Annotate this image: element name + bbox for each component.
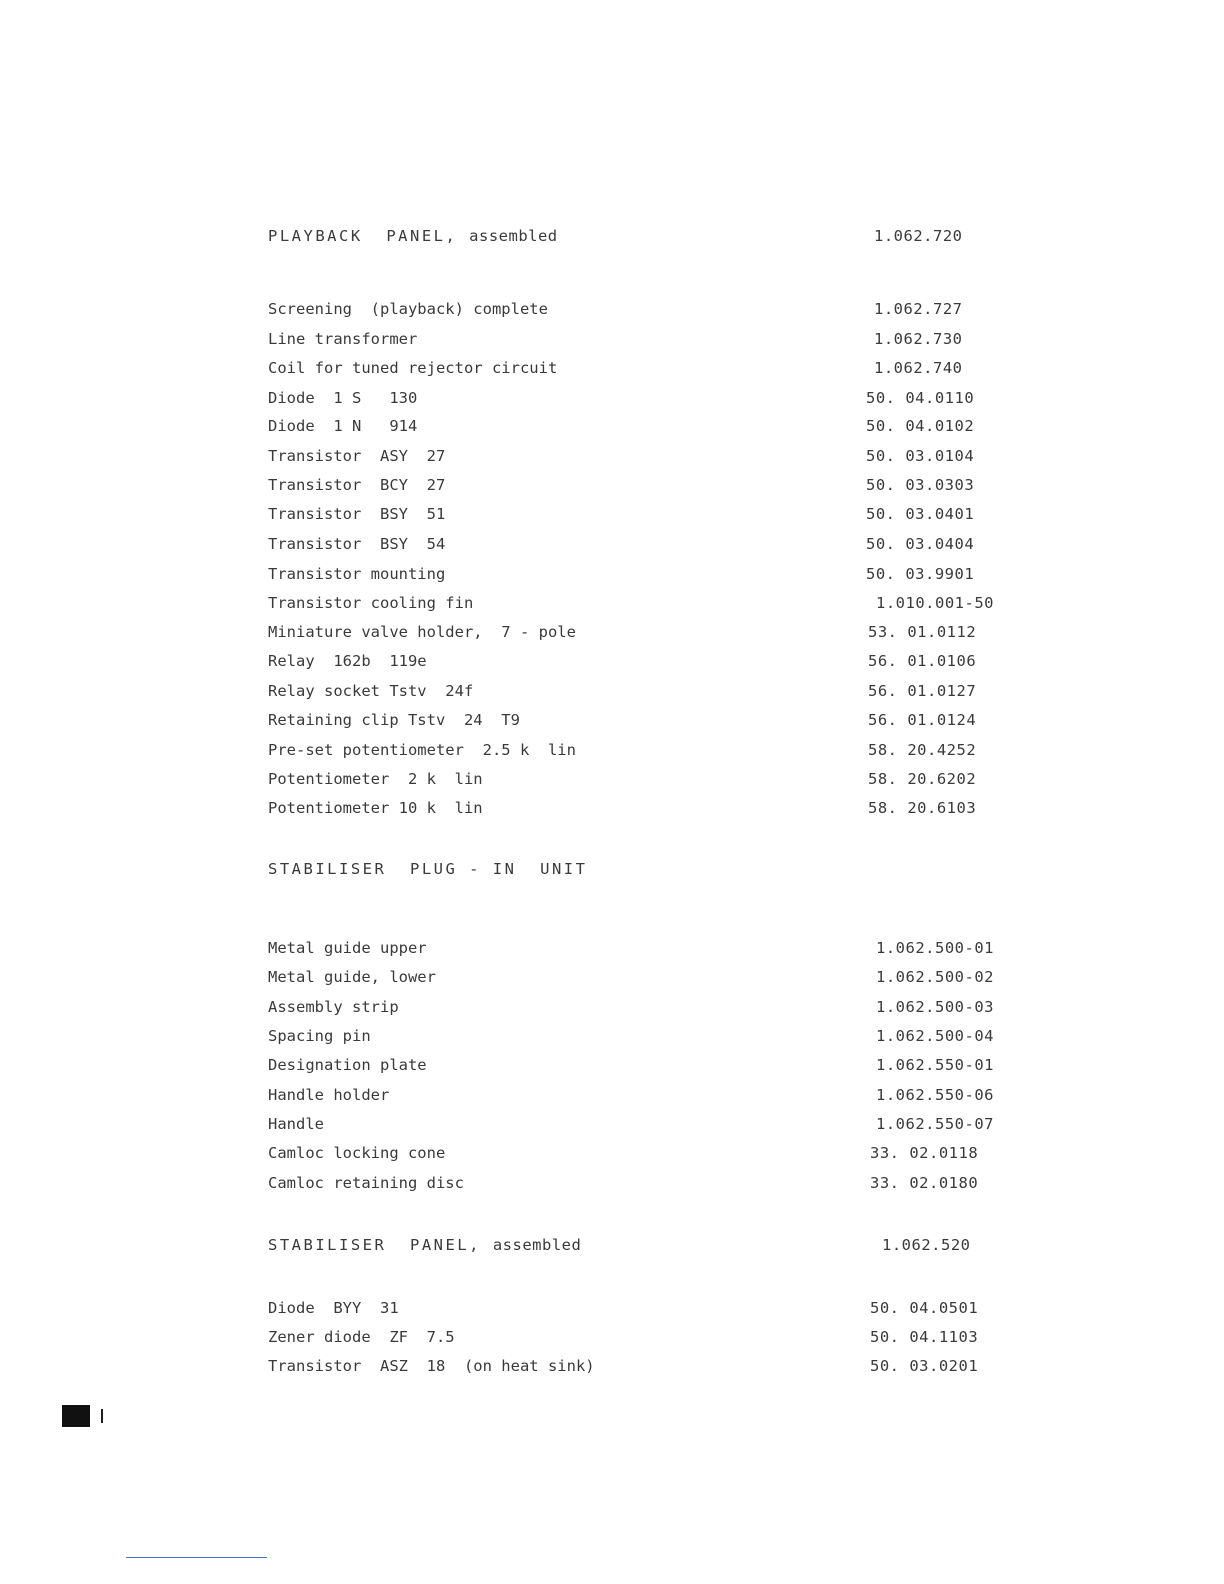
part-row: [268, 1111, 1008, 1137]
part-row: [268, 1082, 1008, 1108]
part-number: 1.062.730: [874, 330, 963, 348]
part-number: 50. 04.0102: [866, 417, 975, 435]
part-name: Diode 1 N 914: [268, 417, 418, 435]
part-name: Camloc locking cone: [268, 1144, 446, 1162]
part-number: 50. 04.1103: [870, 1328, 979, 1346]
part-number: 1.062.500-01: [876, 939, 994, 957]
part-number: 53. 01.0112: [868, 623, 977, 641]
part-name: Diode 1 S 130: [268, 389, 418, 407]
part-name: Handle: [268, 1115, 324, 1133]
part-number: 50. 03.0104: [866, 447, 975, 465]
part-row: [268, 766, 1008, 792]
part-name: Transistor BSY 51: [268, 505, 446, 523]
page-edge-bar: [101, 1409, 103, 1423]
part-row: [268, 1170, 1008, 1196]
part-row: [268, 795, 1008, 821]
part-number: 50. 04.0501: [870, 1299, 979, 1317]
part-row: [268, 1324, 1008, 1350]
part-number: 56. 01.0127: [868, 682, 977, 700]
part-name: Potentiometer 10 k lin: [268, 799, 483, 817]
part-number: 50. 03.0303: [866, 476, 975, 494]
part-row: [268, 1052, 1008, 1078]
part-name: Transistor ASY 27: [268, 447, 446, 465]
page-edge-mark: [62, 1405, 90, 1427]
part-name: Transistor BCY 27: [268, 476, 446, 494]
part-number: 1.062.550-01: [876, 1056, 994, 1074]
section-title: STABILISER PLUG - IN UNIT: [268, 860, 588, 878]
part-number: 50. 04.0110: [866, 389, 975, 407]
part-name: Screening (playback) complete: [268, 300, 548, 318]
part-name: Transistor cooling fin: [268, 594, 474, 612]
part-number: 56. 01.0106: [868, 652, 977, 670]
part-number: 1.062.500-03: [876, 998, 994, 1016]
part-name: Designation plate: [268, 1056, 427, 1074]
part-name: Coil for tuned rejector circuit: [268, 359, 558, 377]
part-name: Spacing pin: [268, 1027, 371, 1045]
part-number: 1.062.550-06: [876, 1086, 994, 1104]
part-row: [268, 501, 1008, 527]
part-row: [268, 326, 1008, 352]
part-name: Handle holder: [268, 1086, 390, 1104]
section-title: STABILISER PANEL,: [268, 1236, 481, 1254]
section-heading-stabiliser-plug-in-unit: [268, 856, 1008, 882]
part-number: 1.062.500-04: [876, 1027, 994, 1045]
part-row: [268, 296, 1008, 322]
part-number: 1.010.001-50: [876, 594, 994, 612]
part-name: Zener diode ZF 7.5: [268, 1328, 455, 1346]
footer-rule: [126, 1557, 267, 1558]
part-row: [268, 355, 1008, 381]
section-title-suffix: assembled: [469, 227, 558, 245]
part-name: Pre-set potentiometer 2.5 k lin: [268, 741, 576, 759]
part-row: [268, 1353, 1008, 1379]
part-number: 33. 02.0180: [870, 1174, 979, 1192]
part-row: [268, 1023, 1008, 1049]
part-number: 1.062.740: [874, 359, 963, 377]
section-title-suffix: assembled: [492, 1236, 582, 1254]
part-row: [268, 678, 1008, 704]
part-row: [268, 707, 1008, 733]
part-name: Transistor BSY 54: [268, 535, 446, 553]
part-number: 50. 03.9901: [866, 565, 975, 583]
part-number: 1.062.727: [874, 300, 963, 318]
part-row: [268, 648, 1008, 674]
part-row: [268, 964, 1008, 990]
section-title: PLAYBACK PANEL,: [268, 227, 458, 245]
part-name: Relay 162b 119e: [268, 652, 427, 670]
part-number: 1.062.550-07: [876, 1115, 994, 1133]
part-number: 58. 20.6103: [868, 799, 977, 817]
part-row: [268, 413, 1008, 439]
part-name: Metal guide upper: [268, 939, 427, 957]
part-row: [268, 561, 1008, 587]
part-number: 58. 20.6202: [868, 770, 977, 788]
section-heading-stabiliser-panel: [268, 1232, 1008, 1258]
section-part-number: 1.062.520: [882, 1236, 971, 1254]
part-row: [268, 385, 1008, 411]
part-row: [268, 531, 1008, 557]
part-name: Potentiometer 2 k lin: [268, 770, 483, 788]
part-name: Diode BYY 31: [268, 1299, 399, 1317]
part-row: [268, 472, 1008, 498]
part-row: [268, 443, 1008, 469]
part-row: [268, 619, 1008, 645]
section-part-number: 1.062.720: [874, 227, 963, 245]
part-name: Transistor ASZ 18 (on heat sink): [268, 1357, 595, 1375]
part-name: Miniature valve holder, 7 - pole: [268, 623, 576, 641]
part-row: [268, 994, 1008, 1020]
part-row: [268, 1295, 1008, 1321]
part-row: [268, 935, 1008, 961]
part-row: [268, 737, 1008, 763]
part-name: Line transformer: [268, 330, 418, 348]
part-name: Retaining clip Tstv 24 T9: [268, 711, 520, 729]
part-number: 33. 02.0118: [870, 1144, 979, 1162]
part-number: 50. 03.0401: [866, 505, 975, 523]
section-heading-playback-panel: [268, 223, 1008, 249]
part-number: 58. 20.4252: [868, 741, 977, 759]
part-name: Transistor mounting: [268, 565, 446, 583]
part-name: Metal guide, lower: [268, 968, 436, 986]
part-name: Assembly strip: [268, 998, 399, 1016]
part-name: Relay socket Tstv 24f: [268, 682, 474, 700]
part-name: Camloc retaining disc: [268, 1174, 464, 1192]
part-number: 56. 01.0124: [868, 711, 977, 729]
part-number: 50. 03.0404: [866, 535, 975, 553]
part-row: [268, 590, 1008, 616]
part-row: [268, 1140, 1008, 1166]
part-number: 1.062.500-02: [876, 968, 994, 986]
part-number: 50. 03.0201: [870, 1357, 979, 1375]
